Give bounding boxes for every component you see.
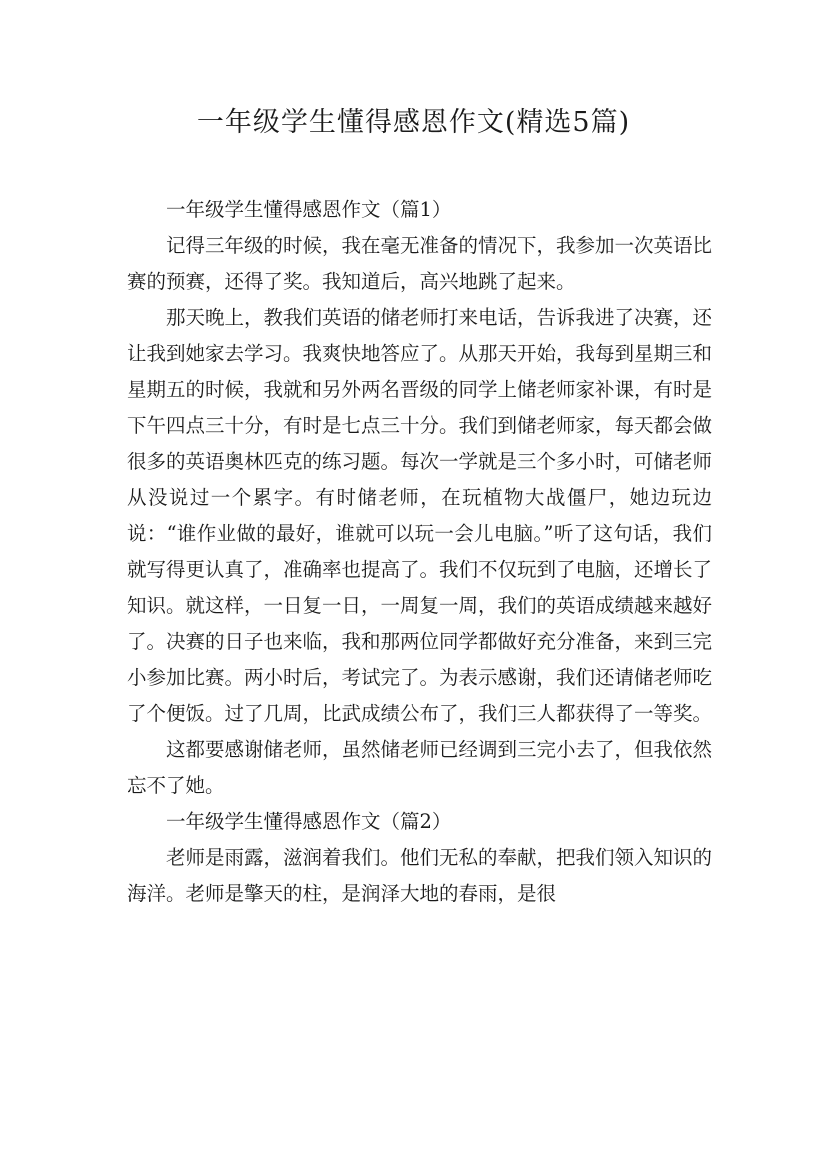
document-title: 一年级学生懂得感恩作文(精选5篇) <box>196 107 631 138</box>
paragraph: 这都要感谢储老师，虽然储老师已经调到三完小去了，但我依然忘不了她。 <box>127 738 713 797</box>
paragraph: 老师是雨露，滋润着我们。他们无私的奉献，把我们领入知识的海洋。老师是擎天的柱，是润泽大地的春雨，是很 <box>127 846 713 905</box>
section-heading-2: 一年级学生懂得感恩作文（篇2） <box>166 810 452 833</box>
paragraph: 那天晚上，教我们英语的储老师打来电话，告诉我进了决赛，还让我到她家去学习。我爽快地答应了。从那天开始，我每到星期三和星期五的时候，我就和另外两名晋级的同学上储老师家补课，有时是下午四点三十分，有时是七点三十分。我们到储老师家，每天都会做很多的英语奥林匹克的练习题。每次一学就是三个多小时，可储老师从没说过一个累字。有时储老师，在玩植物大战僵尸，她边玩边说：“谁作业做的最好，谁就可以玩一会儿电脑。”听了这句话，我们就写得更认真了，准确率也提高了。我们不仅玩到了电脑，还增长了知识。就这样，一日复一日，一周复一周，我们的英语成绩越来越好了。决赛的日子也来临，我和那两位同学都做好充分准备，来到三完小参加比赛。两小时后，考试完了。为表示感谢，我们还请储老师吃了个便饭。过了几周，比武成绩公布了，我们三人都获得了一等奖。 <box>127 306 713 725</box>
document-body <box>127 192 712 912</box>
section-heading-1: 一年级学生懂得感恩作文（篇1） <box>166 198 452 221</box>
paragraph: 记得三年级的时候，我在毫无准备的情况下，我参加一次英语比赛的预赛，还得了奖。我知道后，高兴地跳了起来。 <box>127 234 713 293</box>
